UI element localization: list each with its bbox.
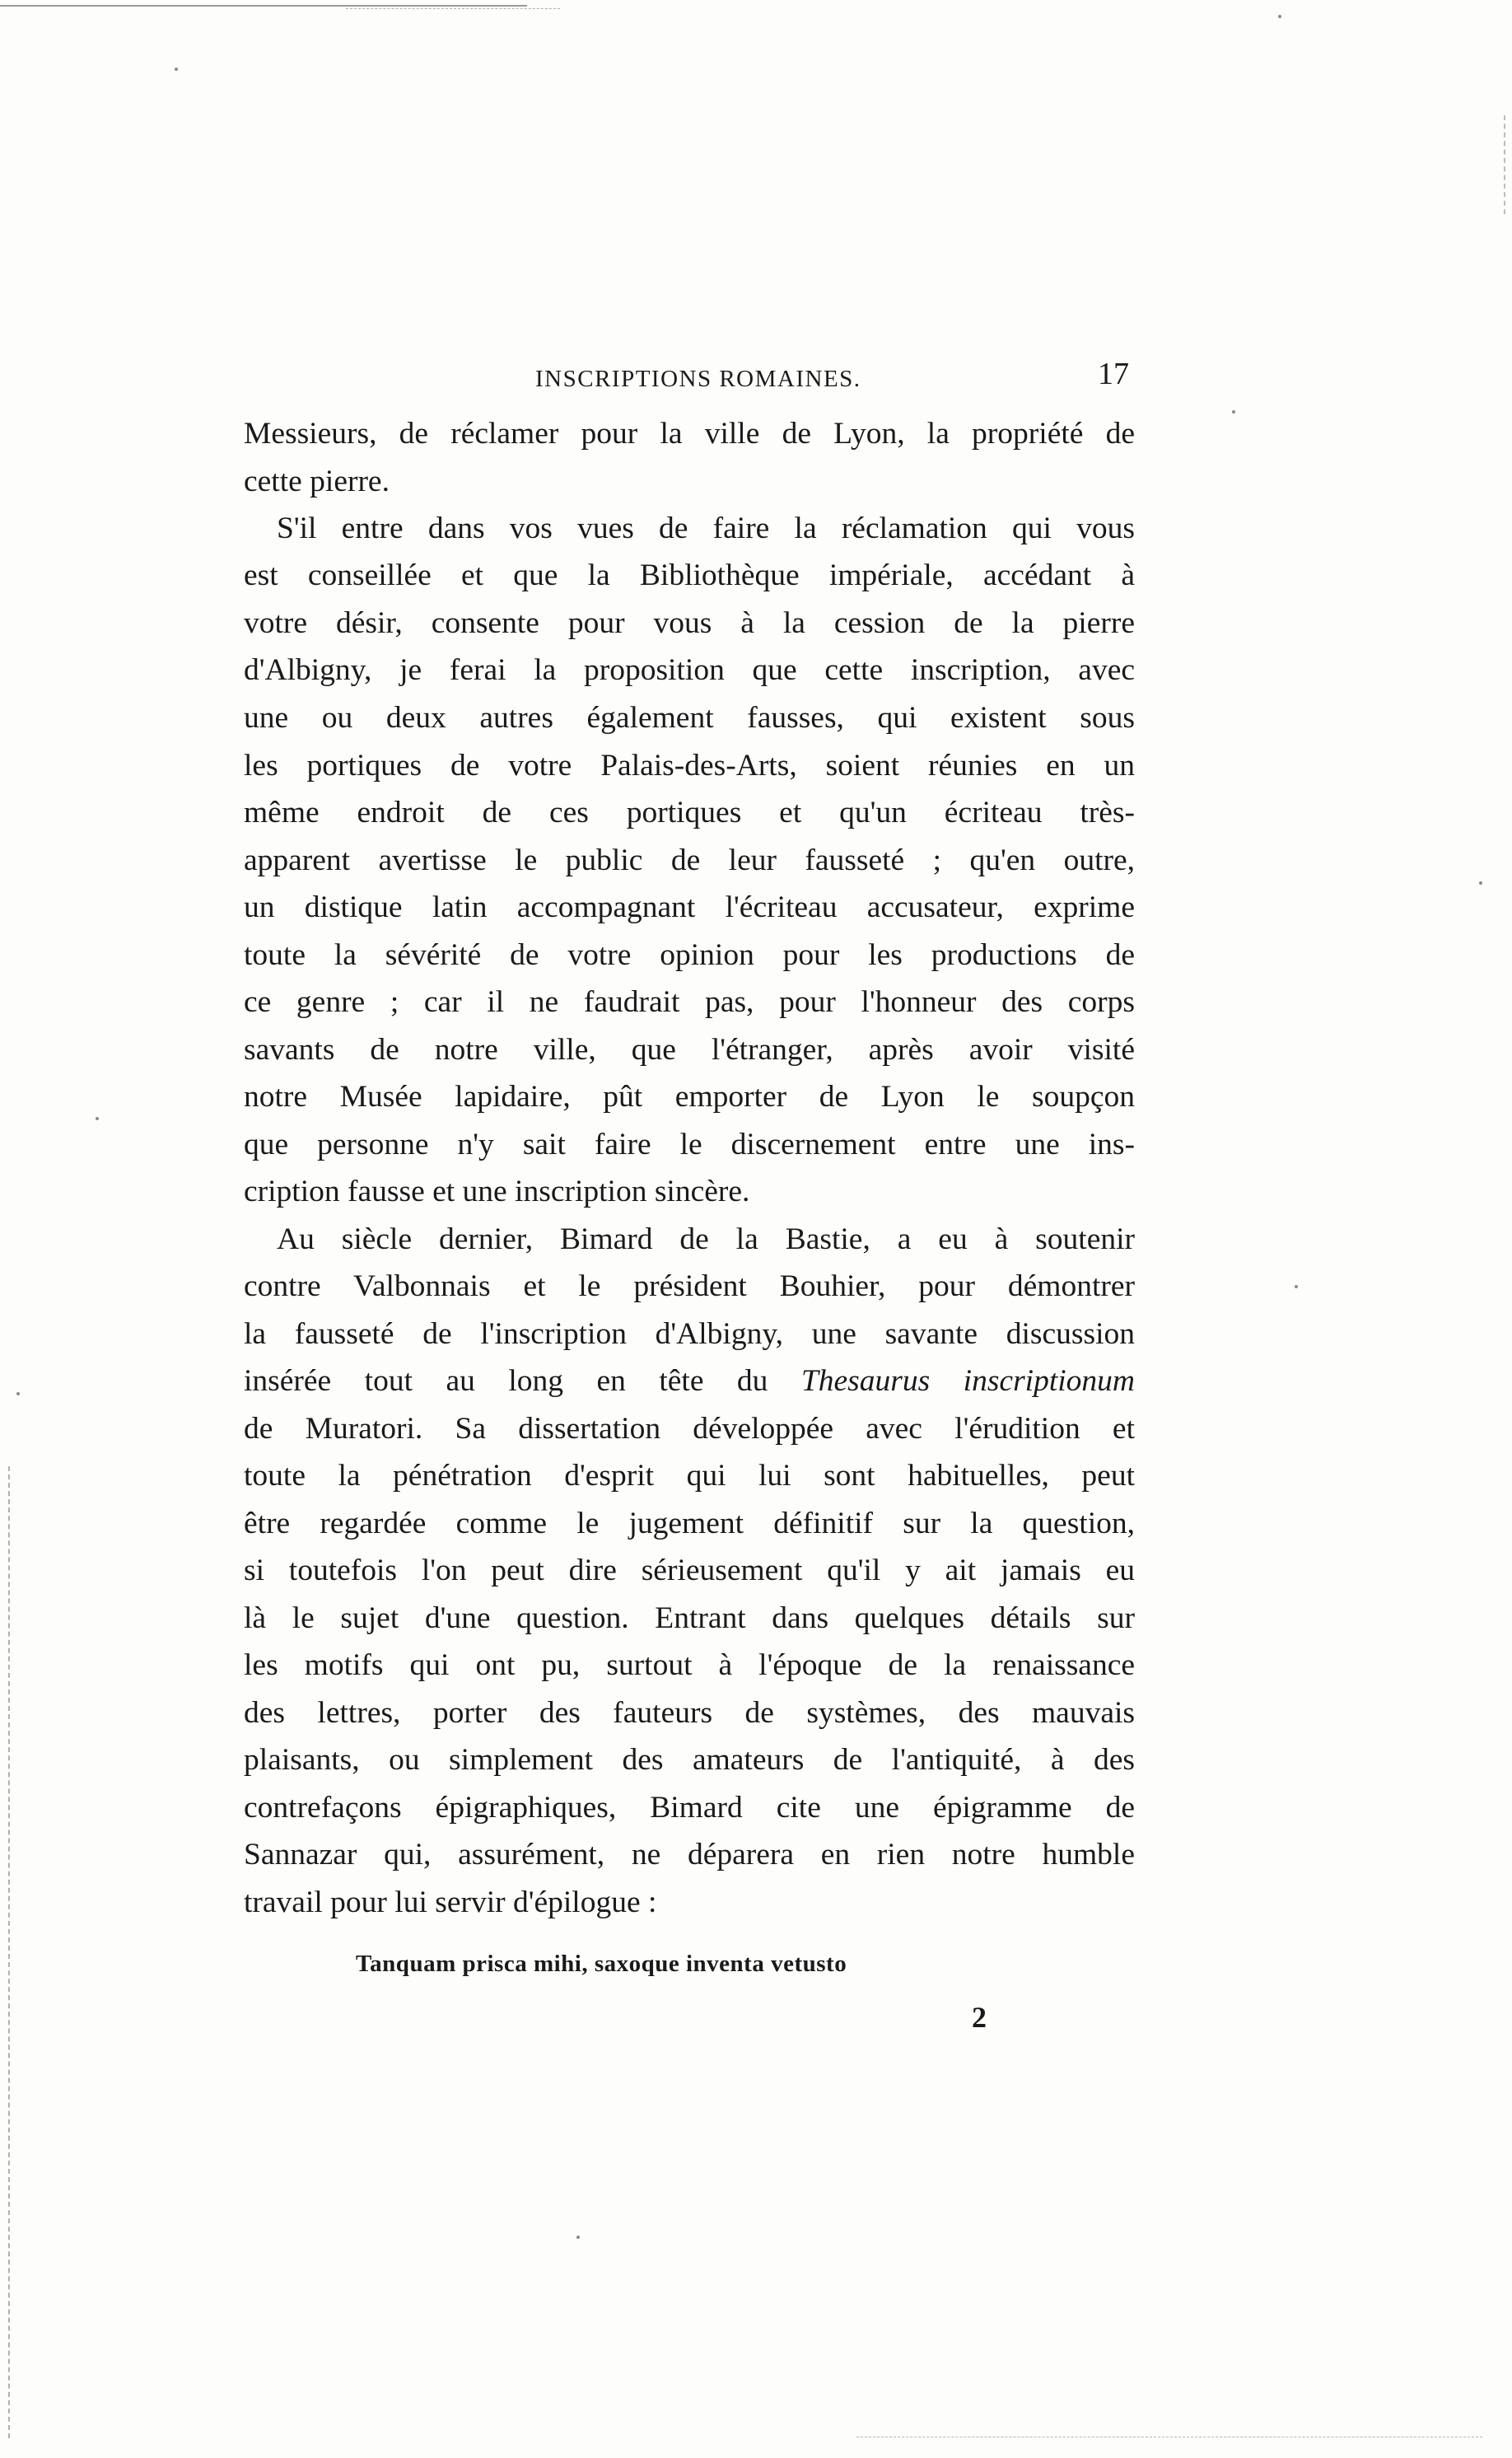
text-line: ce genre ; car il ne faudrait pas, pour l'honneur des corps xyxy=(244,985,1135,1019)
text-line: plaisants, ou simplement des amateurs de l'antiquité, à des xyxy=(244,1743,1135,1777)
text-line: des lettres, porter des fauteurs de systèmes, des mauvais xyxy=(244,1696,1135,1730)
text-line: est conseillée et que la Bibliothèque impériale, accédant à xyxy=(244,558,1135,592)
text-line: contre Valbonnais et le président Bouhier, pour démontrer xyxy=(244,1269,1135,1303)
scan-artifact-right-edge xyxy=(1504,115,1505,214)
text-line: Messieurs, de réclamer pour la ville de Lyon, la propriété de xyxy=(244,417,1135,451)
page-number: 17 xyxy=(1098,357,1129,391)
text-line: travail pour lui servir d'épilogue : xyxy=(244,1886,657,1919)
text-line: là le sujet d'une question. Entrant dans quelques détails sur xyxy=(244,1601,1135,1635)
text-line: toute la pénétration d'esprit qui lui sont habituelles, peut xyxy=(244,1459,1135,1493)
scan-artifact-top-line xyxy=(0,5,527,7)
text-line: S'il entre dans vos vues de faire la réclamation qui vous xyxy=(277,512,1135,545)
text-line-with-title xyxy=(244,1366,1135,1397)
text-line: apparent avertisse le public de leur fausseté ; qu'en outre, xyxy=(244,843,1135,877)
text-line: même endroit de ces portiques et qu'un écriteau très- xyxy=(244,796,1135,829)
text-line: contrefaçons épigraphiques, Bimard cite une épigramme de xyxy=(244,1791,1135,1825)
scan-artifact-top-dashes xyxy=(346,8,560,9)
text-line: un distique latin accompagnant l'écriteau accusateur, exprime xyxy=(244,890,1135,924)
scan-speck xyxy=(1479,881,1482,885)
text-line: de Muratori. Sa dissertation développée avec l'érudition et xyxy=(244,1412,1135,1446)
text-line: d'Albigny, je ferai la proposition que cette inscription, avec xyxy=(244,653,1135,687)
text-fragment: insérée tout au long en tête du xyxy=(244,1364,768,1398)
text-line: être regardée comme le jugement définitif sur la question, xyxy=(244,1507,1135,1540)
scan-speck xyxy=(96,1117,99,1120)
text-line: les portiques de votre Palais-des-Arts, soient réunies en un xyxy=(244,749,1135,783)
verse-line: Tanquam prisca mihi, saxoque inventa vetusto xyxy=(356,1951,847,1977)
signature-mark: 2 xyxy=(972,2001,987,2034)
scan-speck xyxy=(175,68,178,71)
text-line: cette pierre. xyxy=(244,465,390,498)
italic-book-title: Thesaurus inscriptionum xyxy=(800,1364,1136,1398)
text-line: Au siècle dernier, Bimard de la Bastie, a eu à soutenir xyxy=(277,1222,1135,1256)
scan-speck xyxy=(1232,410,1235,414)
scan-speck xyxy=(1278,15,1281,18)
text-line: que personne n'y sait faire le discernement entre une ins- xyxy=(244,1128,1135,1161)
running-title: INSCRIPTIONS ROMAINES. xyxy=(535,366,861,392)
scan-speck xyxy=(576,2236,580,2239)
text-line: les motifs qui ont pu, surtout à l'époque de la renaissance xyxy=(244,1648,1135,1682)
text-line: savants de notre ville, que l'étranger, après avoir visité xyxy=(244,1033,1135,1067)
text-line: si toutefois l'on peut dire sérieusement qu'il y ait jamais eu xyxy=(244,1554,1135,1587)
scan-speck xyxy=(16,1392,20,1395)
text-line: votre désir, consente pour vous à la cession de la pierre xyxy=(244,606,1135,640)
text-line: Sannazar qui, assurément, ne déparera en rien notre humble xyxy=(244,1838,1135,1872)
text-line: notre Musée lapidaire, pût emporter de Lyon le soupçon xyxy=(244,1080,1135,1114)
text-line: toute la sévérité de votre opinion pour les productions de xyxy=(244,938,1135,972)
scan-artifact-left-edge xyxy=(8,1466,10,2438)
text-line: la fausseté de l'inscription d'Albigny, une savante discussion xyxy=(244,1317,1135,1351)
text-line: cription fausse et une inscription sincère. xyxy=(244,1175,750,1208)
text-line: une ou deux autres également fausses, qui existent sous xyxy=(244,701,1135,735)
scan-speck xyxy=(1295,1285,1298,1288)
